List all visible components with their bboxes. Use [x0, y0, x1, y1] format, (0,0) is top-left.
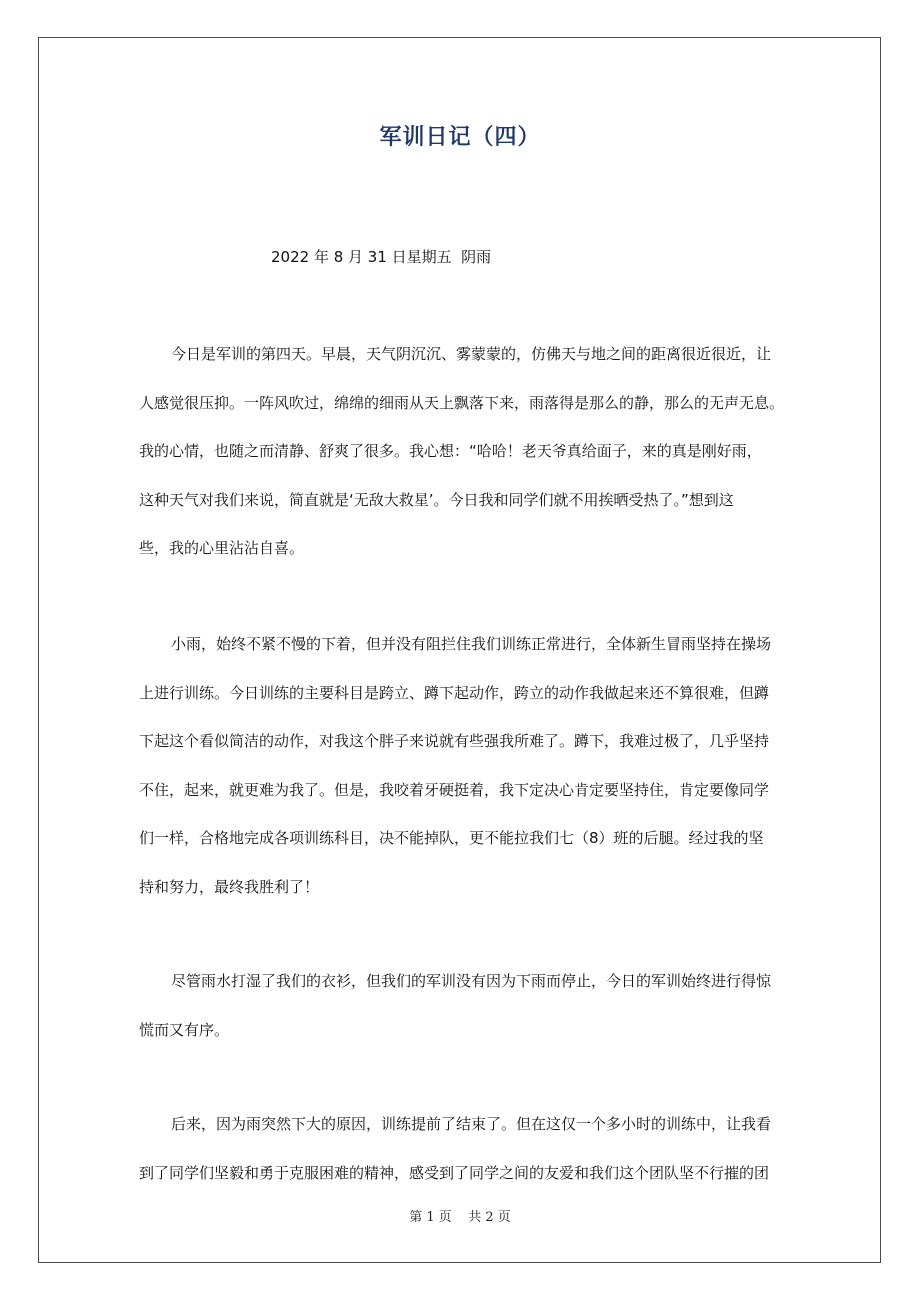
paragraph-line: 慌而又有序。 — [139, 1020, 230, 1039]
paragraph-line: 尽管雨水打湿了我们的衣衫，但我们的军训没有因为下雨而停止，今日的军训始终进行得惊 — [171, 972, 772, 990]
paragraph-line: 今日是军训的第四天。早晨，天气阴沉沉、雾蒙蒙的，仿佛天与地之间的距离很近很近，让 — [171, 345, 772, 363]
paragraph-line: 到了同学们坚毅和勇于克服困难的精神，感受到了同学之间的友爱和我们这个团队坚不行摧的团 — [139, 1163, 770, 1182]
paragraph-2 — [139, 620, 794, 911]
paragraph-line: 下起这个看似简洁的动作，对我这个胖子来说就有些强我所难了。蹲下，我难过极了，几乎坚持 — [139, 732, 770, 750]
paragraph-4 — [139, 1100, 794, 1197]
paragraph-line: 们一样，合格地完成各项训练科目，决不能掉队，更不能拉我们七（8）班的后腿。经过我的坚 — [139, 829, 764, 847]
paragraph-line: 不住，起来，就更难为我了。但是，我咬着牙硬挺着，我下定决心肯定要坚持住，肯定要像同学 — [139, 780, 770, 799]
paragraph-line: 些，我的心里沾沾自喜。 — [139, 539, 305, 557]
page-number: 第 1 页 共 2 页 — [409, 1210, 511, 1225]
paragraph-1 — [139, 330, 794, 573]
paragraph-3 — [139, 957, 794, 1054]
paragraph-line: 小雨，始终不紧不慢的下着，但并没有阻拦住我们训练正常进行，全体新生冒雨坚持在操场 — [171, 635, 772, 653]
paragraph-line: 上进行训练。今日训练的主要科目是跨立、蹲下起动作，跨立的动作我做起来还不算很难，但蹲 — [139, 683, 770, 702]
date-weather-line: 2022 年 8 月 31 日星期五 阴雨 — [271, 248, 492, 266]
paragraph-line: 后来，因为雨突然下大的原因，训练提前了结束了。但在这仅一个多小时的训练中，让我看 — [171, 1115, 772, 1133]
document-title: 军训日记（四） — [379, 125, 541, 150]
paragraph-line: 这种天气对我们来说，简直就是‘无敌大救星’。今日我和同学们就不用挨晒受热了。”想到这 — [139, 490, 734, 509]
paragraph-line: 持和努力，最终我胜利了！ — [139, 877, 320, 896]
paragraph-line: 我的心情，也随之而清静、舒爽了很多。我心想：“哈哈！老天爷真给面子，来的真是刚好雨， — [139, 442, 762, 460]
page-footer — [0, 1206, 920, 1225]
paragraph-line: 人感觉很压抑。一阵风吹过，绵绵的细雨从天上飘落下来，雨落得是那么的静，那么的无声无息。 — [139, 393, 785, 412]
